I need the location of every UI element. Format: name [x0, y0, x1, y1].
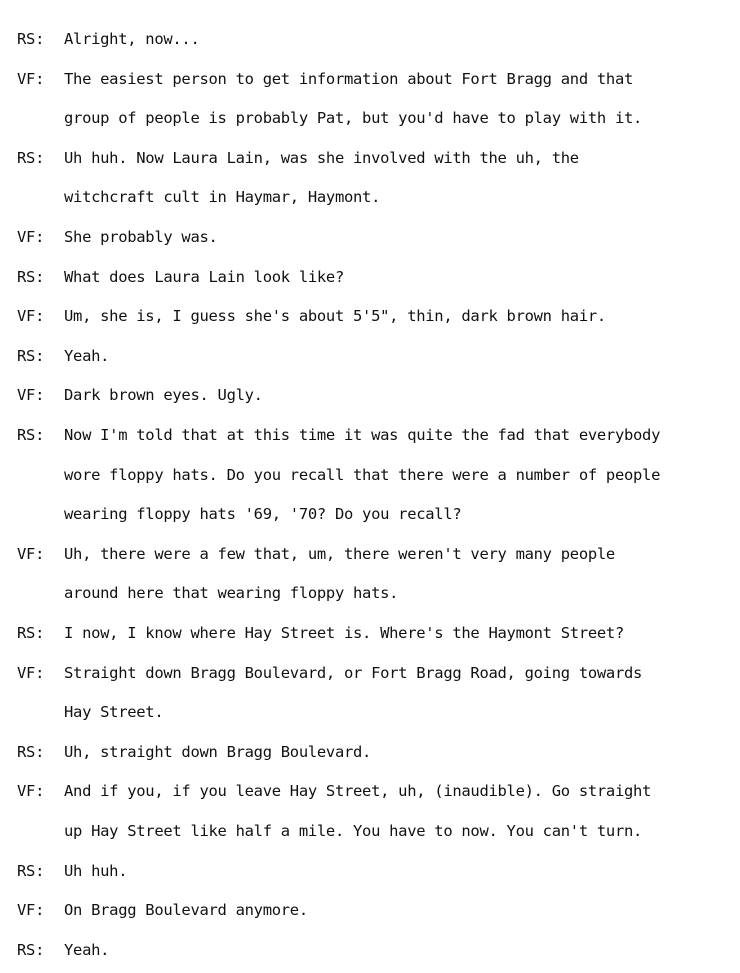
speaker-label: VF: [17, 901, 45, 920]
speaker-label: VF: [17, 544, 45, 563]
speaker-label: RS: [17, 940, 45, 959]
dialogue-text: up Hay Street like half a mile. You have to now. You can't turn. [64, 822, 643, 840]
dialogue-text: Uh, straight down Bragg Boulevard. [64, 742, 372, 761]
dialogue-text: wore floppy hats. Do you recall that there were a number of people [64, 465, 661, 484]
dialogue-text: Yeah. [64, 940, 110, 959]
dialogue-text: Now I'm told that at this time it was quite the fad that everybody [64, 426, 661, 444]
dialogue-text: Dark brown eyes. Ugly. [64, 386, 263, 405]
dialogue-text: What does Laura Lain look like? [64, 267, 344, 286]
speaker-label: VF: [17, 307, 45, 326]
dialogue-text: And if you, if you leave Hay Street, uh, (inaudible). Go straight [64, 782, 652, 801]
speaker-label: RS: [17, 30, 45, 48]
dialogue-text: On Bragg Boulevard anymore. [64, 901, 308, 920]
dialogue-text: around here that wearing floppy hats. [64, 584, 399, 603]
dialogue-text: Uh huh. [64, 861, 128, 880]
speaker-label: VF: [17, 782, 45, 801]
dialogue-text: Straight down Bragg Boulevard, or Fort Bragg Road, going towards [64, 663, 643, 682]
speaker-label: VF: [17, 228, 45, 246]
dialogue-text: Hay Street. [64, 703, 164, 722]
speaker-label: VF: [17, 69, 45, 88]
dialogue-text: Uh, there were a few that, um, there weren't very many people [64, 544, 615, 563]
speaker-label: RS: [17, 346, 45, 365]
dialogue-text: wearing floppy hats '69, '70? Do you recall? [64, 505, 462, 524]
dialogue-text: She probably was. [64, 228, 218, 246]
dialogue-text: witchcraft cult in Haymar, Haymont. [64, 188, 381, 207]
speaker-label: RS: [17, 267, 45, 286]
dialogue-text: The easiest person to get information about Fort Bragg and that [64, 69, 634, 88]
speaker-label: RS: [17, 742, 45, 761]
dialogue-text: Um, she is, I guess she's about 5'5", thin, dark brown hair. [64, 307, 606, 326]
speaker-label: VF: [17, 663, 45, 682]
speaker-label: RS: [17, 861, 45, 880]
speaker-label: VF: [17, 386, 45, 405]
dialogue-text: I now, I know where Hay Street is. Where's the Haymont Street? [64, 624, 624, 642]
dialogue-text: group of people is probably Pat, but you'd have to play with it. [64, 109, 643, 128]
speaker-label: RS: [17, 426, 45, 444]
dialogue-text: Yeah. [64, 346, 110, 365]
dialogue-text: Uh huh. Now Laura Lain, was she involved with the uh, the [64, 148, 579, 167]
speaker-label: RS: [17, 624, 45, 642]
speaker-label: RS: [17, 148, 45, 167]
dialogue-text: Alright, now... [64, 30, 200, 48]
